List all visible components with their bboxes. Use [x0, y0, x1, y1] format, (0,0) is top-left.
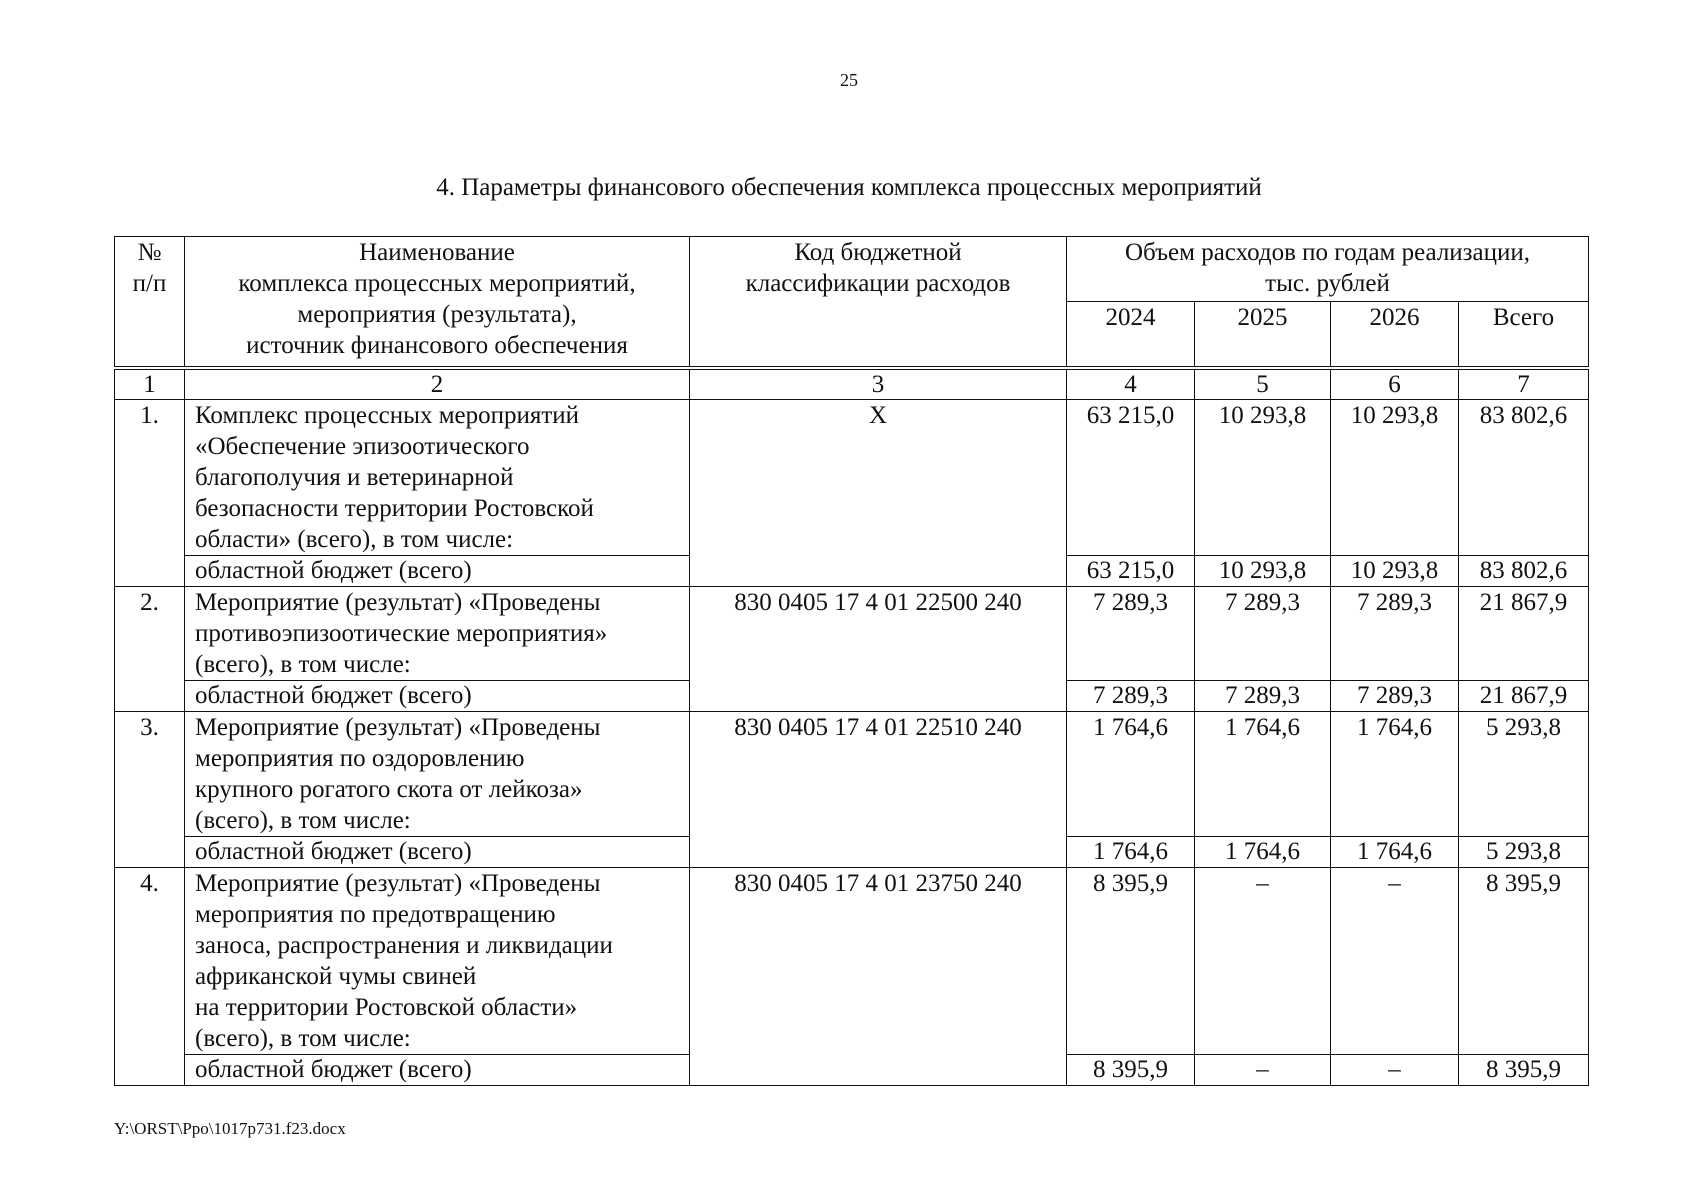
- row-value-total: 21 867,9: [1459, 587, 1589, 681]
- subrow-name: областной бюджет (всего): [185, 556, 690, 587]
- subrow-value-2025: 1 764,6: [1195, 837, 1331, 868]
- subrow-value-total: 83 802,6: [1459, 556, 1589, 587]
- row-value-total: 5 293,8: [1459, 712, 1589, 837]
- row-name: Мероприятие (результат) «Проведены мероприятия по оздоровлению крупного рогатого скота от лейкоза» (всего), в том числе:: [185, 712, 690, 837]
- subrow-value-total: 21 867,9: [1459, 681, 1589, 712]
- subrow-value-2025: –: [1195, 1055, 1331, 1086]
- row-value-2026: 10 293,8: [1331, 400, 1459, 556]
- row-value-2024: 7 289,3: [1067, 587, 1195, 681]
- row-name: Мероприятие (результат) «Проведены противоэпизоотические мероприятия» (всего), в том числе:: [185, 587, 690, 681]
- header-name: Наименование комплекса процессных мероприятий, мероприятия (результата), источник финансового обеспечения: [185, 237, 690, 369]
- row-number: 1.: [115, 400, 185, 587]
- subrow-value-2025: 7 289,3: [1195, 681, 1331, 712]
- subrow-value-2026: –: [1331, 1055, 1459, 1086]
- subrow-value-2026: 10 293,8: [1331, 556, 1459, 587]
- subrow-value-2024: 1 764,6: [1067, 837, 1195, 868]
- row-name: Мероприятие (результат) «Проведены мероприятия по предотвращению заноса, распространения и ликвидации африканской чумы свиней на территории Ростовской области» (всего), в том числе:: [185, 868, 690, 1055]
- row-value-2024: 1 764,6: [1067, 712, 1195, 837]
- header-year: 2025: [1195, 302, 1331, 369]
- document-title: 4. Параметры финансового обеспечения комплекса процессных мероприятий: [436, 174, 1262, 201]
- row-value-2025: 7 289,3: [1195, 587, 1331, 681]
- table-row: [115, 712, 1589, 837]
- row-value-2026: 1 764,6: [1331, 712, 1459, 837]
- column-number: 7: [1459, 368, 1589, 400]
- column-number: 3: [690, 368, 1067, 400]
- subrow-name: областной бюджет (всего): [185, 1055, 690, 1086]
- header-volume: Объем расходов по годам реализации, тыс. рублей: [1067, 237, 1589, 302]
- row-value-2024: 63 215,0: [1067, 400, 1195, 556]
- row-value-2025: 1 764,6: [1195, 712, 1331, 837]
- row-number: 4.: [115, 868, 185, 1086]
- column-number: 2: [185, 368, 690, 400]
- subrow-name: областной бюджет (всего): [185, 681, 690, 712]
- header-row-top: [115, 237, 1589, 302]
- table-row: [115, 868, 1589, 1055]
- row-value-total: 8 395,9: [1459, 868, 1589, 1055]
- row-budget-code: 830 0405 17 4 01 22510 240: [690, 712, 1067, 868]
- header-total: Всего: [1459, 302, 1589, 369]
- row-number: 2.: [115, 587, 185, 712]
- header-year: 2026: [1331, 302, 1459, 369]
- header-year: 2024: [1067, 302, 1195, 369]
- column-number: 4: [1067, 368, 1195, 400]
- row-budget-code: 830 0405 17 4 01 23750 240: [690, 868, 1067, 1086]
- row-number: 3.: [115, 712, 185, 868]
- column-number-row: [115, 368, 1589, 400]
- table-row: [115, 400, 1589, 556]
- subrow-value-2026: 1 764,6: [1331, 837, 1459, 868]
- row-value-total: 83 802,6: [1459, 400, 1589, 556]
- row-value-2026: –: [1331, 868, 1459, 1055]
- subrow-value-2024: 8 395,9: [1067, 1055, 1195, 1086]
- page-number: 25: [840, 70, 858, 90]
- row-name: Комплекс процессных мероприятий «Обеспечение эпизоотического благополучия и ветеринарной безопасности территории Ростовской области» (всего), в том числе:: [185, 400, 690, 556]
- subrow-name: областной бюджет (всего): [185, 837, 690, 868]
- subrow-value-total: 5 293,8: [1459, 837, 1589, 868]
- row-budget-code: Х: [690, 400, 1067, 587]
- subrow-value-2025: 10 293,8: [1195, 556, 1331, 587]
- table-row: [115, 587, 1589, 681]
- header-budget-code: Код бюджетной классификации расходов: [690, 237, 1067, 369]
- footer-file-path: Y:\ORST\Ppo\1017p731.f23.docx: [114, 1119, 346, 1138]
- subrow-value-2024: 63 215,0: [1067, 556, 1195, 587]
- column-number: 1: [115, 368, 185, 400]
- row-value-2025: 10 293,8: [1195, 400, 1331, 556]
- row-value-2026: 7 289,3: [1331, 587, 1459, 681]
- row-value-2025: –: [1195, 868, 1331, 1055]
- subrow-value-2024: 7 289,3: [1067, 681, 1195, 712]
- row-value-2024: 8 395,9: [1067, 868, 1195, 1055]
- column-number: 5: [1195, 368, 1331, 400]
- subrow-value-total: 8 395,9: [1459, 1055, 1589, 1086]
- subrow-value-2026: 7 289,3: [1331, 681, 1459, 712]
- financing-table: [114, 236, 1589, 1086]
- row-budget-code: 830 0405 17 4 01 22500 240: [690, 587, 1067, 712]
- column-number: 6: [1331, 368, 1459, 400]
- header-num: № п/п: [115, 237, 185, 369]
